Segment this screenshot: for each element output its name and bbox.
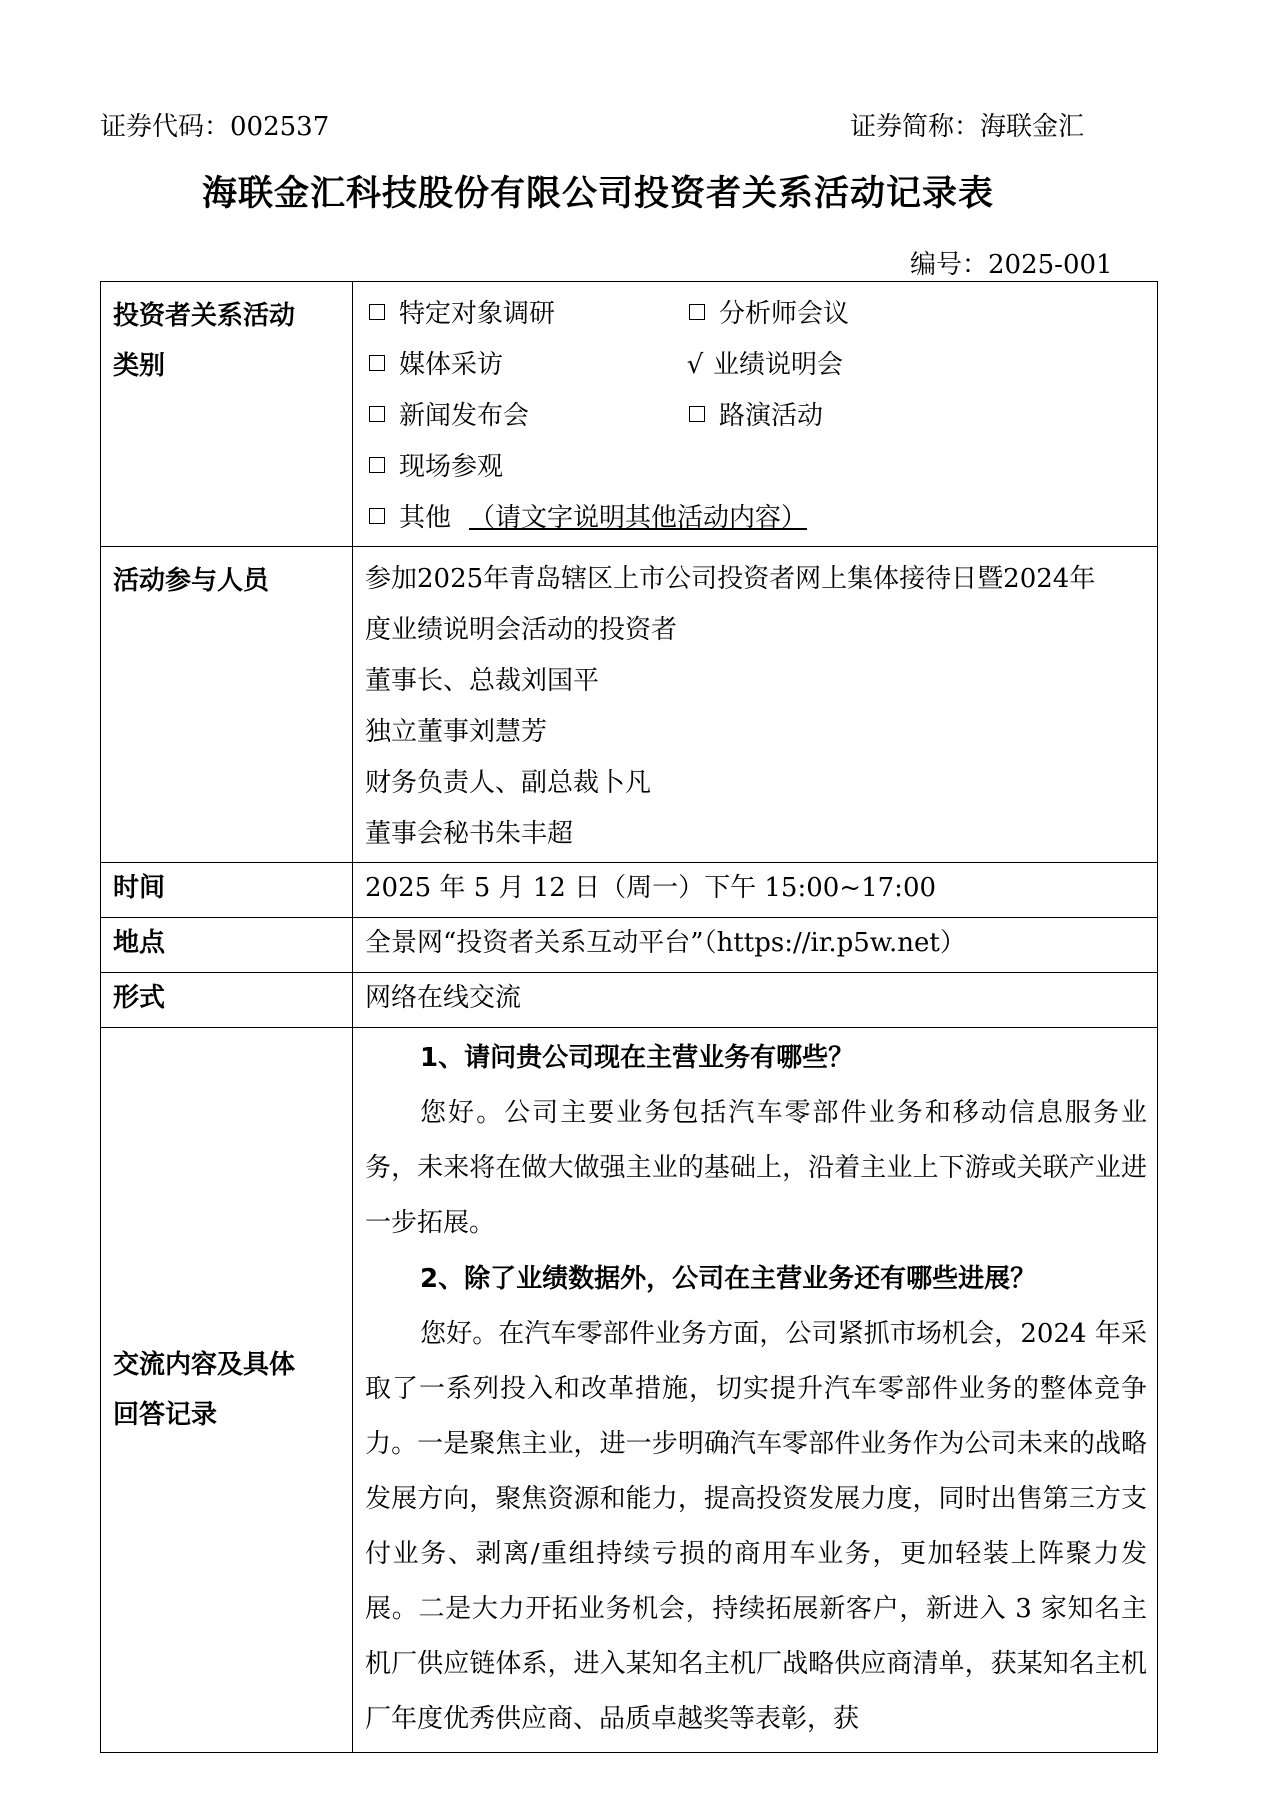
activity-type-label: 投资者关系活动 类别 <box>101 282 353 547</box>
option-item <box>365 442 685 493</box>
row-activity-type <box>101 282 1158 547</box>
format-value: 网络在线交流 <box>353 973 1158 1028</box>
option-item <box>685 289 1147 340</box>
checkbox-icon <box>369 406 385 422</box>
row-location <box>101 918 1158 973</box>
location-value: 全景网“投资者关系互动平台”（https://ir.p5w.net） <box>353 918 1158 973</box>
participant-line: 董事会秘书朱丰超 <box>365 819 574 849</box>
option-label: 媒体采访 <box>399 350 504 380</box>
option-label: 路演活动 <box>719 401 824 431</box>
option-label: 分析师会议 <box>719 299 850 329</box>
other-note: （请文字说明其他活动内容） <box>469 503 808 533</box>
checkbox-icon <box>369 355 385 371</box>
stock-name: 证券简称：海联金汇 <box>850 112 1085 142</box>
participants-label: 活动参与人员 <box>101 547 353 863</box>
checkbox-icon <box>689 304 705 320</box>
row-qa <box>101 1028 1158 1753</box>
activity-type-options <box>353 282 1158 547</box>
options-grid <box>365 289 1147 493</box>
question-2: 2、除了业绩数据外，公司在主营业务还有哪些进展？ <box>420 1264 1037 1294</box>
row-time <box>101 863 1158 918</box>
checkbox-icon <box>369 508 385 524</box>
answer-2: 您好。在汽车零部件业务方面，公司紧抓市场机会，2024 年采取了一系列投入和改革措施，切实提升汽车零部件业务的整体竞争力。一是聚焦主业，进一步明确汽车零部件业务作为公司未来的战略发展方向，聚焦资源和能力，提高投资发展力度，同时出售第三方支付业务、剥离/重组持续亏损的商用车业务，更加轻装上阵聚力发展。二是大力开拓业务机会，持续拓展新客户，新进入 3 家知名主机厂供应链体系，进入某知名主机厂战略供应商清单，获某知名主机厂年度优秀供应商、品质卓越奖等表彰，获 <box>365 1319 1147 1734</box>
record-table <box>100 281 1158 1753</box>
participant-line: 财务负责人、副总裁卜凡 <box>365 768 652 798</box>
participant-line: 度业绩说明会活动的投资者 <box>365 615 678 645</box>
participant-line: 独立董事刘慧芳 <box>365 717 548 747</box>
row-format <box>101 973 1158 1028</box>
participant-line: 参加2025年青岛辖区上市公司投资者网上集体接待日暨2024年 <box>365 564 1096 594</box>
option-item <box>685 391 1147 442</box>
option-other: 其他 （请文字说明其他活动内容） <box>365 493 1147 544</box>
checkbox-icon <box>369 304 385 320</box>
time-label: 时间 <box>101 863 353 918</box>
option-label: 新闻发布会 <box>399 401 530 431</box>
stock-code: 证券代码：002537 <box>100 112 330 142</box>
qa-content <box>353 1028 1158 1753</box>
row-participants <box>101 547 1158 863</box>
checkbox-icon <box>369 457 385 473</box>
format-label: 形式 <box>101 973 353 1028</box>
answer-1: 您好。公司主要业务包括汽车零部件业务和移动信息服务业务，未来将在做大做强主业的基础上，沿着主业上下游或关联产业进一步拓展。 <box>365 1098 1147 1238</box>
option-label: 业绩说明会 <box>713 350 844 380</box>
document-title: 海联金汇科技股份有限公司投资者关系活动记录表 <box>201 174 994 214</box>
option-label: 现场参观 <box>399 452 504 482</box>
option-item <box>365 340 685 391</box>
time-value: 2025 年 5 月 12 日（周一）下午 15:00~17:00 <box>353 863 1158 918</box>
location-label: 地点 <box>101 918 353 973</box>
option-item <box>365 289 685 340</box>
participant-line: 董事长、总裁刘国平 <box>365 666 600 696</box>
document-number: 编号：2025-001 <box>910 250 1113 280</box>
checkbox-icon <box>689 406 705 422</box>
option-item <box>685 340 1147 391</box>
option-label: 特定对象调研 <box>399 299 556 329</box>
participants-list <box>353 547 1158 863</box>
qa-label: 交流内容及具体 回答记录 <box>101 1028 353 1753</box>
option-item <box>365 391 685 442</box>
check-mark-icon: √ <box>686 350 704 380</box>
question-1: 1、请问贵公司现在主营业务有哪些？ <box>420 1043 855 1073</box>
